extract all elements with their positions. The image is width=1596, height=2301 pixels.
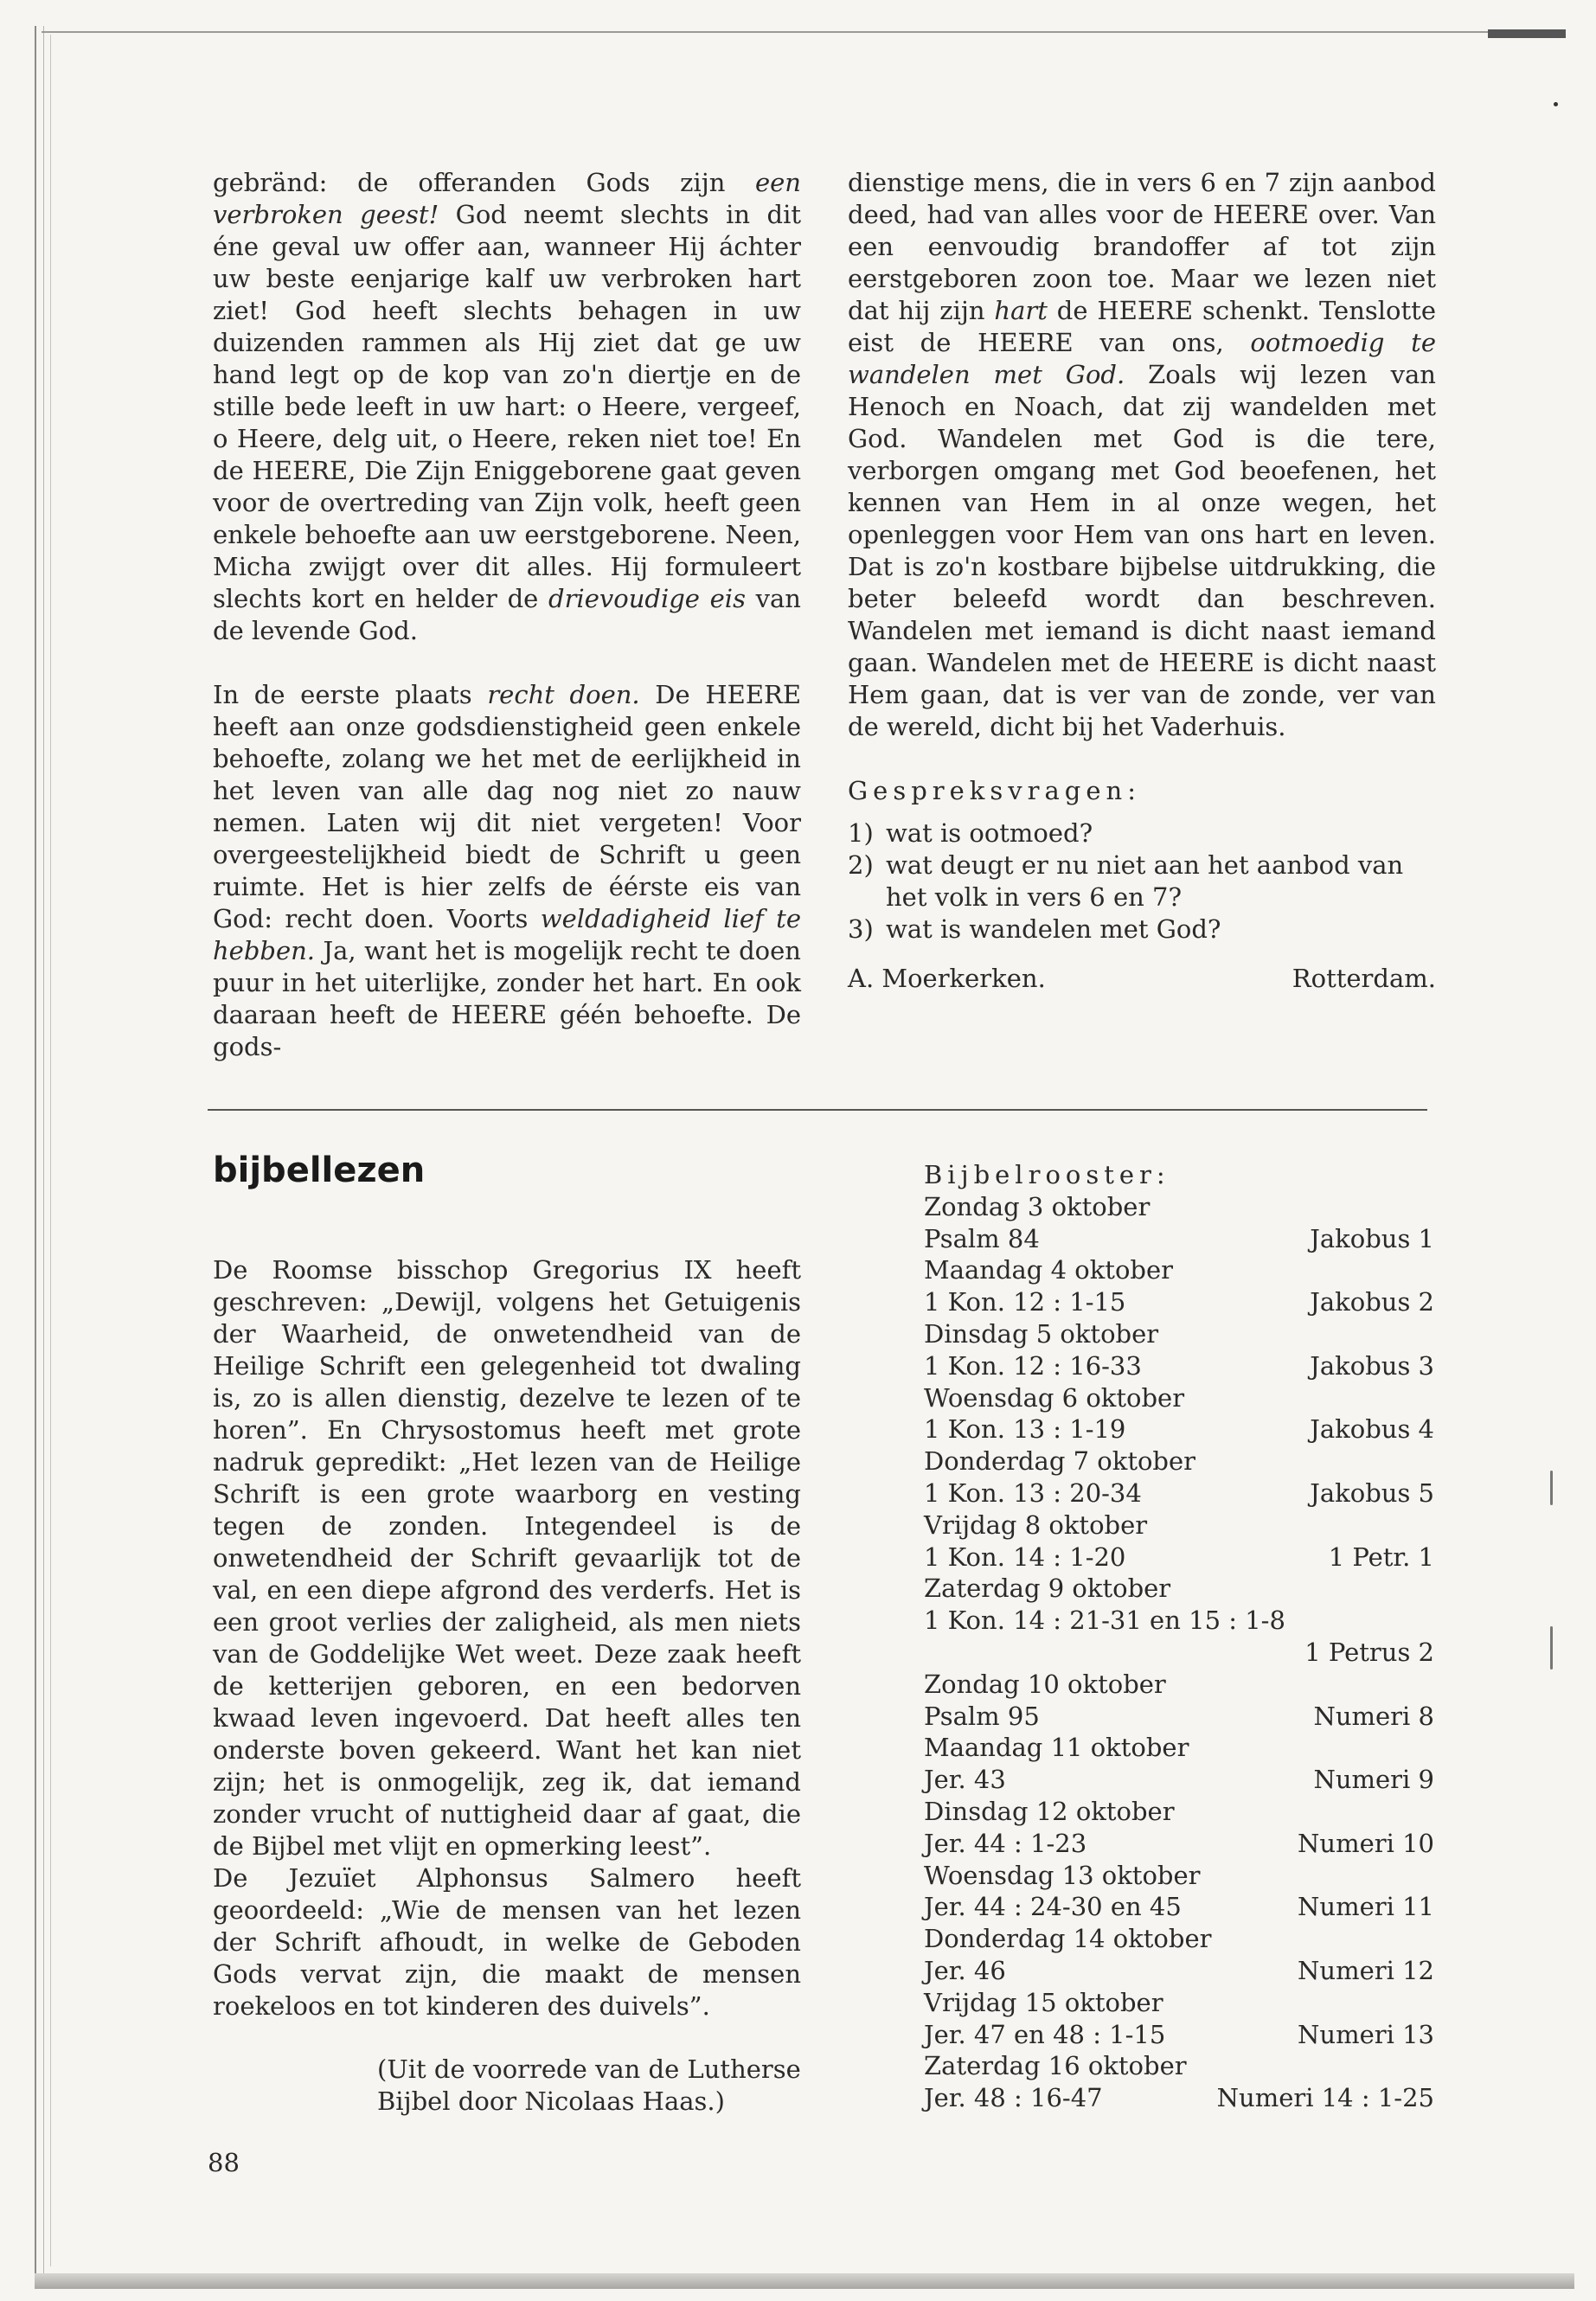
schedule-row [924, 1573, 1434, 1605]
question-text: wat is ootmoed? [886, 818, 1093, 848]
questions-heading: Gespreksvragen: [848, 776, 1141, 805]
schedule-entry: Dinsdag 5 oktober [924, 1318, 1159, 1349]
schedule-entry: Jer. 48 : 16-47 [924, 2083, 1103, 2113]
body-text: de HEERE schenkt. Tenslotte eist de HEERE van ons, [848, 296, 1436, 357]
emphasis-text: weldadigheid lief te hebben. [213, 904, 801, 965]
article-column-right [848, 167, 1436, 995]
schedule-entry: Dinsdag 12 oktober [924, 1796, 1175, 1826]
question-item [848, 817, 1436, 849]
schedule-reading: Jakobus 1 [1310, 1223, 1434, 1253]
schedule-reading: Numeri 11 [1298, 1892, 1434, 1922]
schedule-entry: Woensdag 6 oktober [924, 1382, 1185, 1413]
body-text: dienstige mens, die in vers 6 en 7 zijn aanbod deed, had van alles voor de HEERE over. Van een eenvoudig brandoffer af tot zijn eerstgeboren zoon toe. Maar we lezen niet dat hij zijn [848, 168, 1436, 325]
schedule-entry: Zaterdag 9 oktober [924, 1574, 1171, 1604]
schedule-entry: 1 Kon. 14 : 1-20 [924, 1541, 1126, 1572]
schedule-row [924, 1828, 1434, 1860]
schedule-entry: Jer. 44 : 1-23 [924, 1828, 1087, 1858]
schedule-entry: Vrijdag 8 oktober [924, 1509, 1148, 1540]
schedule-entry: Vrijdag 15 oktober [924, 1987, 1163, 2017]
article-paragraph-3 [848, 167, 1436, 743]
schedule-entry: Donderdag 14 oktober [924, 1924, 1212, 1954]
author-name: A. Moerkerken. [848, 964, 1046, 993]
schedule-row [924, 1732, 1434, 1764]
author-place: Rotterdam. [1292, 964, 1436, 993]
schedule-row [924, 1350, 1434, 1382]
schedule-row [924, 1254, 1434, 1286]
question-number: 3) [848, 914, 874, 944]
schedule-reading: Jakobus 3 [1310, 1350, 1434, 1381]
schedule-row [924, 2082, 1434, 2114]
schedule-entry: Jer. 43 [924, 1765, 1006, 1795]
schedule-entry: 1 Kon. 12 : 16-33 [924, 1350, 1142, 1381]
schedule-entry: 1 Kon. 13 : 20-34 [924, 1477, 1142, 1508]
schedule-entry: Maandag 4 oktober [924, 1255, 1173, 1285]
emphasis-text: een verbroken geest! [213, 168, 801, 229]
schedule-entry: Psalm 95 [924, 1701, 1040, 1731]
scan-mark [1550, 1471, 1553, 1505]
schedule-reading: Numeri 8 [1313, 1701, 1434, 1731]
schedule-row [924, 1796, 1434, 1828]
schedule-reading: Jakobus 4 [1310, 1414, 1434, 1445]
schedule-entry: 1 Kon. 13 : 1-19 [924, 1414, 1126, 1445]
emphasis-text: recht doen. [487, 680, 640, 709]
schedule-row [924, 1413, 1434, 1445]
schedule-reading: Numeri 14 : 1-25 [1216, 2083, 1434, 2113]
schedule-reading: 1 Petr. 1 [1328, 1541, 1434, 1572]
schedule-row [924, 1987, 1434, 2019]
schedule-row [924, 1191, 1434, 1223]
schedule-row [924, 1541, 1434, 1574]
body-text: In de eerste plaats [213, 680, 488, 709]
signature-line [848, 963, 1436, 995]
schedule-reading: Numeri 10 [1298, 1828, 1434, 1858]
schedule-entry: Jer. 46 [924, 1955, 1006, 1985]
source-note [377, 2054, 801, 2118]
schedule-entry: Maandag 11 oktober [924, 1733, 1189, 1763]
schedule-reading: Jakobus 2 [1310, 1287, 1434, 1317]
emphasis-text: hart [994, 296, 1048, 325]
page-number: 88 [208, 2148, 240, 2177]
question-text: wat is wandelen met God? [886, 914, 1221, 944]
body-text: De HEERE heeft aan onze godsdienstigheid geen enkele behoefte, zolang we het met de eerlijkheid in het leven van alle dag nog niet zo nauw nemen. Laten wij dit niet vergeten! Voor overgeestelijkheid biedt de Schrift u geen ruimte. Het is hier zelfs de éérste eis van God: recht doen. Voorts [213, 680, 802, 933]
schedule-row [924, 1764, 1434, 1796]
schedule-entry: Jer. 44 : 24-30 en 45 [924, 1892, 1182, 1922]
schedule-reading: Jakobus 5 [1310, 1477, 1434, 1508]
question-text: wat deugt er nu niet aan het aanbod van het volk in vers 6 en 7? [886, 850, 1404, 912]
schedule-entry: 1 Kon. 14 : 21-31 en 15 : 1-8 [924, 1606, 1285, 1636]
emphasis-text: ootmoedig te wandelen met God. [848, 328, 1436, 389]
schedule-entry: Jer. 47 en 48 : 1-15 [924, 2019, 1166, 2049]
schedule-row [924, 2050, 1434, 2082]
schedule-heading: Bijbelrooster: [924, 1160, 1170, 1189]
emphasis-text: drievoudige eis [548, 584, 746, 613]
body-text: God neemt slechts in dit éne geval uw offer aan, wanneer Hij áchter uw beste eenjarige kalf uw verbroken hart ziet! God heeft slechts behagen in uw duizenden rammen als Hij ziet dat ge uw hand legt op de kop van zo'n diertje en de stille bede leeft in uw hart: o Heere, vergeef, o Heere, delg uit, o Heere, reken niet toe! En de HEERE, Die Zijn Eniggeborene gaat geven voor de overtreding van Zijn volk, heeft geen enkele behoefte aan uw eerstgeborene. Neen, Micha zwijgt over dit alles. Hij formuleert slechts kort en helder de [213, 200, 801, 613]
body-text: gebränd: de offeranden Gods zijn [213, 168, 755, 197]
schedule-row [924, 1605, 1434, 1637]
article-paragraph-2 [213, 679, 801, 1063]
schedule-reading: Numeri 9 [1313, 1765, 1434, 1795]
schedule-row [924, 1445, 1434, 1477]
schedule-row [924, 1701, 1434, 1733]
schedule-entry: Zondag 3 oktober [924, 1191, 1151, 1221]
schedule-reading: 1 Petrus 2 [1304, 1637, 1434, 1667]
schedule-rows [924, 1191, 1434, 2114]
schedule-entry: Woensdag 13 oktober [924, 1860, 1201, 1890]
top-edge-shadow [1488, 29, 1566, 38]
schedule-entry: Zondag 10 oktober [924, 1669, 1166, 1699]
scan-mark [1550, 1626, 1553, 1670]
source-line-1: (Uit de voorrede van de Lutherse [377, 2054, 801, 2084]
bijbellezen-column [213, 1254, 801, 2118]
bottom-edge-shadow [35, 2273, 1574, 2289]
schedule-row [924, 1669, 1434, 1701]
schedule-entry: 1 Kon. 12 : 1-15 [924, 1287, 1126, 1317]
binding-edge [35, 26, 44, 2275]
schedule-row [924, 2019, 1434, 2051]
schedule-row [924, 1477, 1434, 1509]
schedule-reading: Numeri 13 [1298, 2019, 1434, 2049]
schedule-row [924, 1891, 1434, 1923]
schedule-row [924, 1286, 1434, 1318]
schedule-entry: Donderdag 7 oktober [924, 1446, 1196, 1477]
schedule-row [924, 1509, 1434, 1541]
binding-line [50, 35, 51, 2266]
body-text: Zoals wij lezen van Henoch en Noach, dat zij wandelden met God. Wandelen met God is die tere, verborgen omgang met God beoefenen, het kennen van Hem in al onze wegen, het openleggen voor Hem van ons hart en leven. Dat is zo'n kostbare bijbelse uitdrukking, die beter beleefd wordt dan beschreven. Wandelen met iemand is dicht naast iemand gaan. Wandelen met de HEERE is dicht naast Hem gaan, dat is ver van de zonde, ver van de wereld, dicht bij het Vaderhuis. [848, 360, 1436, 741]
question-item [848, 849, 1436, 913]
article-paragraph-1 [213, 167, 801, 647]
bijbellezen-paragraph-1: De Roomse bisschop Gregorius IX heeft geschreven: „Dewijl, volgens het Getuigenis der Waarheid, de onwetendheid van de Heilige Schrift een gelegenheid tot dwaling is, zo is allen dienstig, dezelve te lezen of te horen”. En Chrysostomus heeft met grote nadruk gepredikt: „Het lezen van de Heilige Schrift is een grote waarborg en vesting tegen de zonden. Integendeel is de onwetendheid der Schrift gevaarlijk tot de val, en een diepe afgrond des verderfs. Het is een groot verlies der zaligheid, als men niets van de Goddelijke Wet weet. Deze zaak heeft de ketterijen geboren, en een bedorven kwaad leven ingevoerd. Dat heeft alles ten onderste boven gekeerd. Want het kan niet zijn; het is onmogelijk, zeg ik, dat iemand zonder vrucht of nuttigheid daar af gaat, die de Bijbel met vlijt en opmerking leest”. [213, 1255, 801, 1861]
schedule-entry: Zaterdag 16 oktober [924, 2051, 1187, 2081]
schedule-row [924, 1223, 1434, 1255]
schedule-reading: Numeri 12 [1298, 1955, 1434, 1985]
schedule-row [924, 1318, 1434, 1350]
schedule-row [924, 1955, 1434, 1987]
bijbellezen-paragraph-2: De Jezuïet Alphonsus Salmero heeft geoordeeld: „Wie de mensen van het lezen der Schrift afhoudt, in welke de Geboden Gods vervat zijn, die maakt de mensen roekeloos en tot kinderen des duivels”. [213, 1863, 801, 2021]
question-item [848, 913, 1436, 945]
top-edge-line [42, 31, 1564, 33]
question-number: 1) [848, 818, 874, 848]
article-column-left [213, 167, 801, 1063]
schedule-row [924, 1860, 1434, 1892]
section-title: bijbellezen [213, 1150, 426, 1190]
body-text: Ja, want het is mogelijk recht te doen puur in het uiterlijke, zonder het hart. En ook daaraan heeft de HEERE géén behoefte. De gods- [213, 936, 801, 1061]
schedule-row [924, 1923, 1434, 1955]
section-divider [208, 1109, 1427, 1111]
question-number: 2) [848, 850, 874, 880]
source-line-2: Bijbel door Nicolaas Haas.) [377, 2086, 725, 2116]
schedule-row [924, 1637, 1434, 1669]
scan-speck [1554, 102, 1558, 106]
schedule-entry: Psalm 84 [924, 1223, 1040, 1253]
body-text: van de levende God. [213, 584, 801, 645]
bible-schedule [924, 1159, 1434, 2114]
schedule-row [924, 1382, 1434, 1414]
